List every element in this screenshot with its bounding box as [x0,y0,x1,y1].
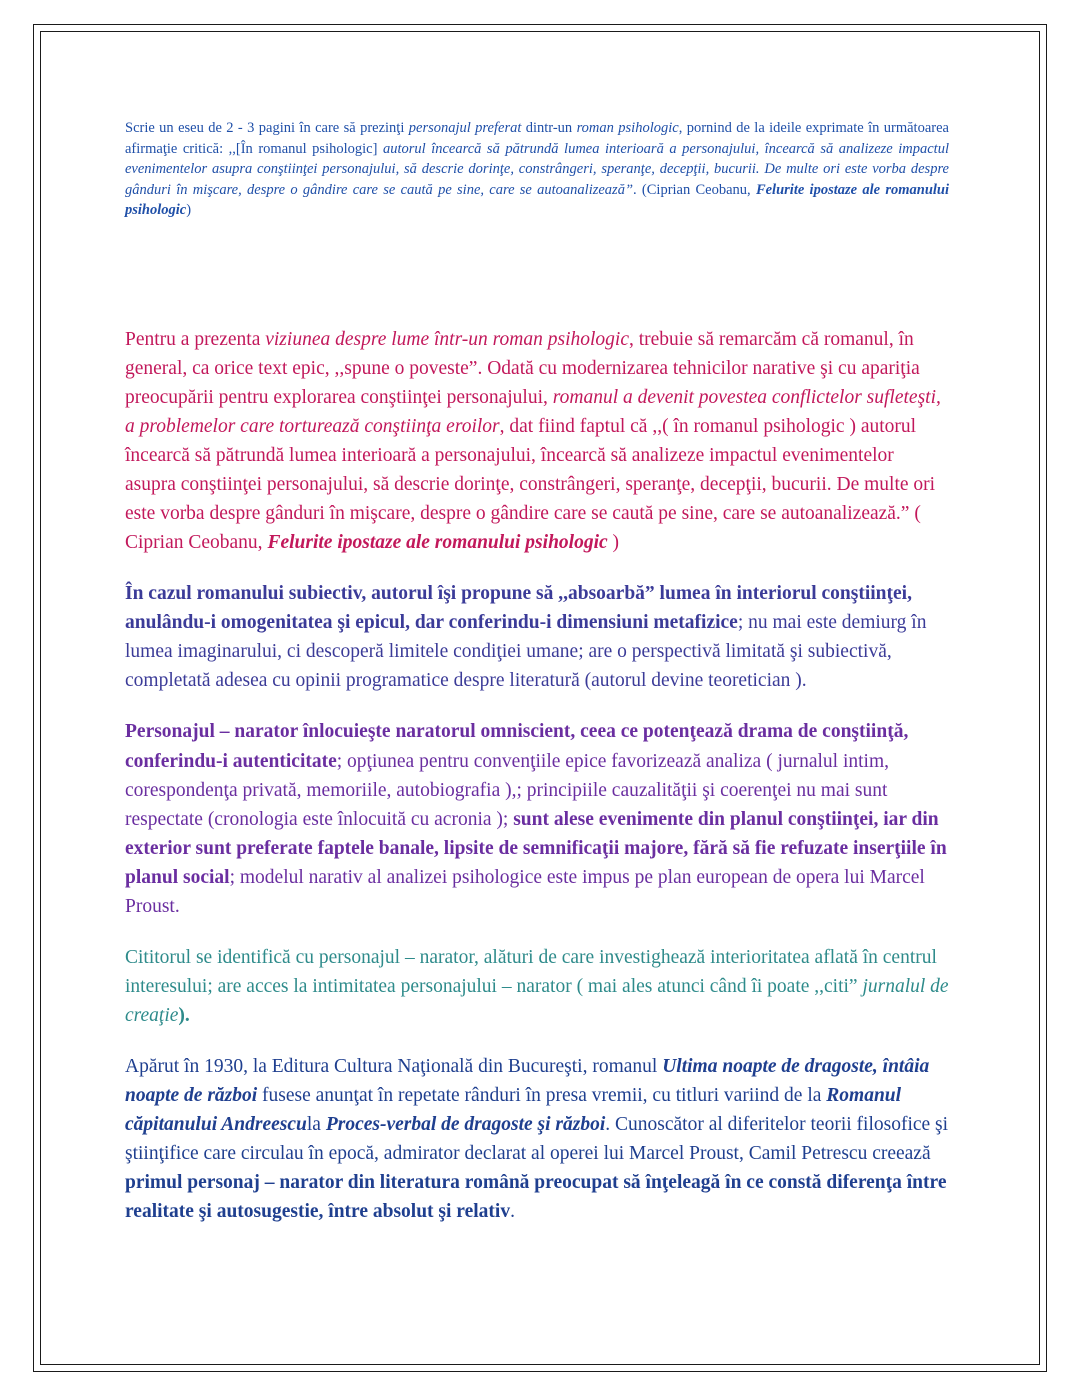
text-run: viziunea despre lume într-un roman psihologic [265,328,629,350]
paragraph-cititor [125,943,949,1030]
text-run: Personajul – narator înlocuieşte naratorul omniscient, ceea ce potenţează drama de conştiinţă, conferindu-i autenticitate [125,721,909,772]
text-run: În cazul romanului subiectiv, autorul îşi propune să ,,absoarbă” lumea în interiorul conştiinţei, anulându-i omogenitatea şi epicul, dar conferindu-i dimensiuni metafizice [125,583,912,634]
text-run: Proces-verbal de dragoste şi război [325,1114,606,1136]
text-run: personajul preferat [408,120,522,136]
text-run: jurnalul de creaţie [125,975,949,1026]
text-run: Cititorul se identifică cu personajul – narator, alături de care investighează interioritatea aflată în centrul interesului; are acces la intimitatea personajului – narator ( mai ales atunci când îi poate ,,citi” [125,946,937,997]
text-run: ; modelul narativ al analizei psihologice este impus pe plan european de opera lui Marcel Proust. [125,866,925,917]
document-content [125,118,949,1248]
text-run: romanul a devenit povestea conflictelor sufleteşti, a problemelor care torturează conştiinţa eroilor [125,386,941,438]
text-run: ; nu mai este demiurg în lumea imaginarului, ci descoperă limitele condiţiei umane; are o perspectivă limitată şi subiectivă, completată adesea cu opinii programatice despre literatură (autorul devine teoretician ). [125,612,927,692]
paragraph-personaj-narator [125,717,949,920]
text-run: , pornind de la ideile exprimate în următoarea afirmaţie critică: ,,[În romanul psihologic] [125,120,949,157]
text-run: Ultima noapte de dragoste, întâia noapte de război [125,1055,930,1106]
text-run: ) [607,532,620,554]
text-run: . Cunoscător al diferitelor teorii filosofice şi ştiinţifice care circulau în epocă, admirator declarat al operei lui Marcel Proust, Camil Petrescu creează [125,1114,949,1165]
paragraph-viziune [125,325,949,557]
paragraph-roman-subiectiv [125,579,949,695]
text-run: Apărut în 1930, la Editura Cultura Naţională din Bucureşti, romanul [125,1055,663,1077]
text-run: sunt alese evenimente din planul conştiinţei, iar din exterior sunt preferate faptele banale, lipsite de semnificaţii majore, fără să fie refuzate inserţiile în planul social [125,808,947,888]
text-run: ). [178,1004,190,1026]
text-run: ) [186,202,192,219]
text-run: ; opţiunea pentru convenţiile epice favorizează analiza ( jurnalul intim, corespondenţa privată, memoriile, autobiografia ),; principiile cauzalităţii şi coerenţei nu mai sunt respectate (cronologia este înlocuită cu acronia ); [125,750,890,830]
text-run: Romanul căpitanului Andreescu [125,1084,902,1136]
text-run: , trebuie să remarcăm că romanul, în general, ca orice text epic, ,,spune o poveste”. Odată cu modernizarea tehnicilor narative şi cu apariţia preocupării pentru explorarea conştiinţei personajului, [125,328,920,408]
text-run: , dat fiind faptul că ,,( în romanul psihologic ) autorul încearcă să pătrundă lumea interioară a personajului, încearcă să analizeze impactul evenimentelor asupra conştiinţei personajului, să descrie dorinţe, constrângeri, speranţe, decepţii, bucurii. De multe ori este vorba despre gânduri în mişcare, despre o gândire care se caută pe sine, care se autoanalizează.” ( Ciprian Ceobanu, [125,416,936,554]
text-run: . [510,1201,515,1223]
text-run: Pentru a prezenta [125,328,266,350]
text-run: Felurite ipostaze ale romanului psihologic [125,181,950,219]
text-run: . (Ciprian Ceobanu, [633,181,756,198]
text-run: roman psihologic [576,120,679,136]
text-run: fusese anunţat în repetate rânduri în presa vremii, cu titluri variind de la [257,1084,827,1106]
text-run: primul personaj – narator din literatura română preocupat să înţeleagă în ce constă diferenţa între realitate şi autosugestie, între absolut şi relativ [125,1172,947,1223]
essay-body [125,325,949,1226]
text-run: Felurite ipostaze ale romanului psihologic [267,532,608,554]
paragraph-aparut-1930 [125,1052,949,1226]
essay-prompt-paragraph [125,118,949,221]
text-run: la [306,1114,326,1136]
text-run: autorul încearcă să pătrundă lumea interioară a personajului, încearcă să analizeze impactul evenimentelor asupra conştiinţei personajului, să descrie dorinţe, constrângeri, speranţe, decepţii, bucurii. De multe ori este vorba despre gânduri în mişcare, despre o gândire care se caută pe sine, care se autoanalizează” [125,140,949,198]
text-run: Scrie un eseu de 2 - 3 pagini în care să prezinţi [125,120,409,136]
text-run: dintr-un [521,120,577,136]
